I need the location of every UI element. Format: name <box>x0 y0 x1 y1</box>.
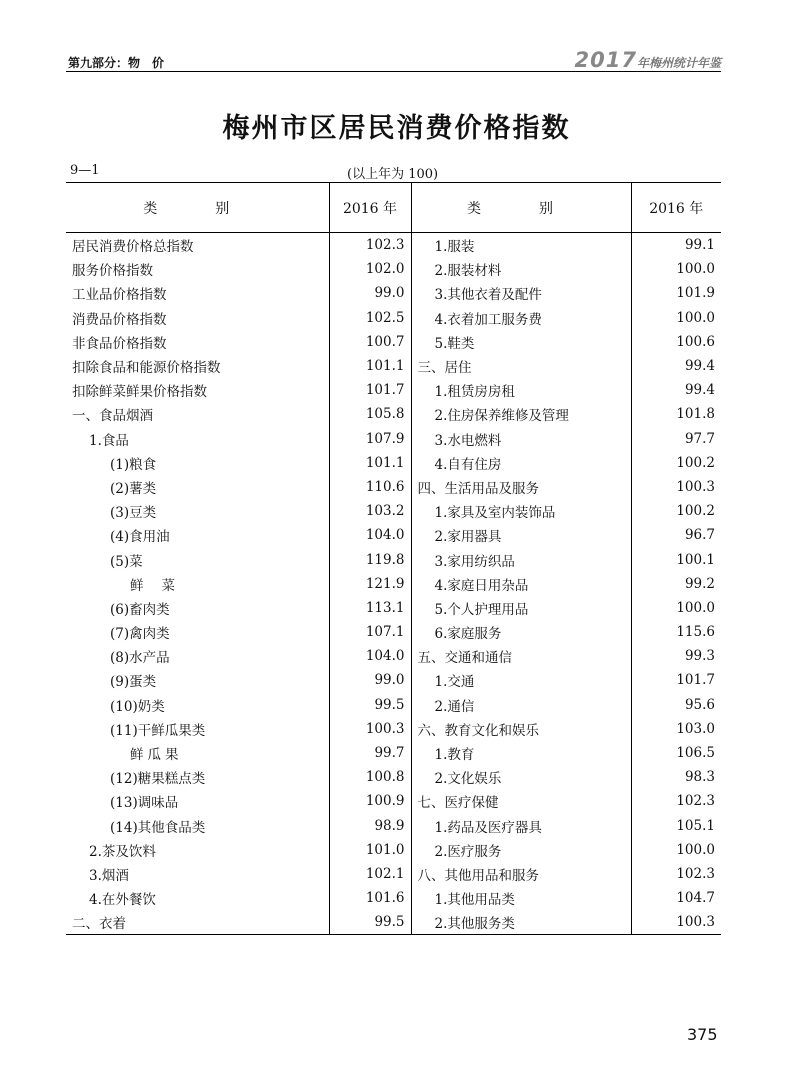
right-value-cell: 97.7 <box>631 427 721 451</box>
left-value-cell: 102.5 <box>329 306 411 330</box>
right-category-cell: 1.服装 <box>411 233 631 258</box>
left-value-cell: 113.1 <box>329 596 411 620</box>
left-value-cell: 99.0 <box>329 281 411 305</box>
table-row <box>66 257 721 281</box>
left-category-cell: 3.烟酒 <box>89 867 129 884</box>
right-value-cell: 105.1 <box>631 814 721 838</box>
right-value-cell: 99.4 <box>631 354 721 378</box>
right-category-cell: 4.自有住房 <box>411 451 631 475</box>
left-category-cell: (14)其他食品类 <box>110 819 206 836</box>
table-row <box>66 886 721 910</box>
table-row <box>66 499 721 523</box>
right-value-cell: 100.0 <box>631 838 721 862</box>
table-row <box>66 838 721 862</box>
table-row <box>66 233 721 258</box>
left-value-cell: 119.8 <box>329 547 411 571</box>
right-value-cell: 99.2 <box>631 572 721 596</box>
right-value-cell: 115.6 <box>631 620 721 644</box>
left-category-cell: 居民消费价格总指数 <box>72 239 194 256</box>
table-row <box>66 572 721 596</box>
left-value-cell: 102.1 <box>329 862 411 886</box>
right-value-cell: 99.3 <box>631 644 721 668</box>
left-value-cell: 121.9 <box>329 572 411 596</box>
table-row <box>66 475 721 499</box>
left-value-cell: 102.3 <box>329 233 411 258</box>
right-category-cell: 七、医疗保健 <box>411 789 631 813</box>
left-value-cell: 101.1 <box>329 451 411 475</box>
table-row <box>66 644 721 668</box>
right-value-cell: 99.4 <box>631 378 721 402</box>
right-category-cell: 八、其他用品和服务 <box>411 862 631 886</box>
table-row <box>66 330 721 354</box>
left-category-cell: (10)奶类 <box>110 698 165 715</box>
table-row <box>66 427 721 451</box>
right-value-cell: 96.7 <box>631 523 721 547</box>
left-value-cell: 100.9 <box>329 789 411 813</box>
right-category-cell: 4.衣着加工服务费 <box>411 306 631 330</box>
left-category-cell: (2)薯类 <box>110 480 157 497</box>
section-label: 第九部分：物 价 <box>68 56 165 70</box>
table-row <box>66 281 721 305</box>
left-category-cell: (7)禽肉类 <box>110 626 170 643</box>
right-value-cell: 104.7 <box>631 886 721 910</box>
table-row <box>66 910 721 935</box>
right-value-cell: 101.8 <box>631 402 721 426</box>
left-value-cell: 104.0 <box>329 644 411 668</box>
left-category-cell: (6)畜肉类 <box>110 601 170 618</box>
yearbook-year: 2017 <box>574 48 637 72</box>
left-value-cell: 101.6 <box>329 886 411 910</box>
table-row <box>66 451 721 475</box>
right-value-cell: 106.5 <box>631 741 721 765</box>
left-category-cell: 二、衣着 <box>66 910 329 935</box>
left-category-cell: (12)糖果糕点类 <box>110 771 206 788</box>
table-row <box>66 547 721 571</box>
left-category-cell: (11)干鲜瓜果类 <box>110 722 206 739</box>
left-category-cell: 4.在外餐饮 <box>89 892 156 909</box>
table-unit-note: (以上年为 100) <box>347 167 439 182</box>
page-number: 375 <box>687 1025 718 1044</box>
right-category-cell: 1.家具及室内装饰品 <box>411 499 631 523</box>
left-category-cell: 非食品价格指数 <box>72 335 167 352</box>
right-category-cell: 3.水电燃料 <box>411 427 631 451</box>
left-value-cell: 110.6 <box>329 475 411 499</box>
left-category-cell: 工业品价格指数 <box>72 287 167 304</box>
table-row <box>66 862 721 886</box>
right-value-cell: 102.3 <box>631 862 721 886</box>
right-value-cell: 101.7 <box>631 668 721 692</box>
right-category-cell: 2.通信 <box>411 693 631 717</box>
right-value-cell: 100.3 <box>631 910 721 935</box>
table-row <box>66 378 721 402</box>
left-value-cell: 100.8 <box>329 765 411 789</box>
table-header-row <box>66 183 721 233</box>
yearbook-name: 年梅州统计年鉴 <box>636 56 721 70</box>
year-header-right: 2016 年 <box>631 183 721 233</box>
right-value-cell: 100.2 <box>631 499 721 523</box>
right-value-cell: 98.3 <box>631 765 721 789</box>
right-category-cell: 5.鞋类 <box>411 330 631 354</box>
year-header-left: 2016 年 <box>329 183 411 233</box>
left-category-cell: (8)水产品 <box>110 650 170 667</box>
right-value-cell: 100.0 <box>631 257 721 281</box>
right-category-cell: 1.药品及医疗器具 <box>411 814 631 838</box>
table-row <box>66 814 721 838</box>
left-category-cell: 服务价格指数 <box>72 263 153 280</box>
table-row <box>66 741 721 765</box>
table-row <box>66 693 721 717</box>
left-value-cell: 103.2 <box>329 499 411 523</box>
right-category-cell: 2.家用器具 <box>411 523 631 547</box>
left-category-cell: 一、食品烟酒 <box>72 408 153 425</box>
cpi-table <box>66 182 721 935</box>
right-category-cell: 六、教育文化和娱乐 <box>411 717 631 741</box>
left-value-cell: 101.1 <box>329 354 411 378</box>
right-category-cell: 1.交通 <box>411 668 631 692</box>
table-row <box>66 523 721 547</box>
left-value-cell: 101.0 <box>329 838 411 862</box>
right-category-cell: 3.其他衣着及配件 <box>411 281 631 305</box>
left-category-cell: (4)食用油 <box>110 529 170 546</box>
right-category-cell: 2.服装材料 <box>411 257 631 281</box>
right-value-cell: 95.6 <box>631 693 721 717</box>
page-title: 梅州市区居民消费价格指数 <box>222 113 571 144</box>
table-row <box>66 717 721 741</box>
right-category-cell: 1.租赁房房租 <box>411 378 631 402</box>
left-category-cell: 1.食品 <box>89 432 129 449</box>
right-category-cell: 2.文化娱乐 <box>411 765 631 789</box>
left-value-cell: 101.7 <box>329 378 411 402</box>
table-row <box>66 668 721 692</box>
table-row <box>66 789 721 813</box>
left-value-cell: 104.0 <box>329 523 411 547</box>
left-category-cell: (5)菜 <box>110 553 143 570</box>
table-row <box>66 402 721 426</box>
table-row <box>66 765 721 789</box>
right-category-cell: 2.住房保养维修及管理 <box>411 402 631 426</box>
category-header-left: 类 别 <box>66 183 329 233</box>
left-category-cell: 鲜菜 <box>130 577 193 594</box>
right-category-cell: 6.家庭服务 <box>411 620 631 644</box>
left-category-cell: (13)调味品 <box>110 795 179 812</box>
right-category-cell: 2.其他服务类 <box>411 910 631 935</box>
left-value-cell: 99.7 <box>329 741 411 765</box>
left-category-cell: (3)豆类 <box>110 505 157 522</box>
right-value-cell: 100.0 <box>631 596 721 620</box>
right-value-cell: 99.1 <box>631 233 721 258</box>
table-row <box>66 620 721 644</box>
right-category-cell: 五、交通和通信 <box>411 644 631 668</box>
left-category-cell: 扣除食品和能源价格指数 <box>72 360 221 377</box>
right-value-cell: 100.6 <box>631 330 721 354</box>
left-value-cell: 107.1 <box>329 620 411 644</box>
yearbook-title <box>575 48 721 72</box>
table-row <box>66 596 721 620</box>
left-value-cell: 105.8 <box>329 402 411 426</box>
right-value-cell: 100.0 <box>631 306 721 330</box>
left-category-cell: 消费品价格指数 <box>72 311 167 328</box>
table-row <box>66 354 721 378</box>
left-value-cell: 99.0 <box>329 668 411 692</box>
left-value-cell: 99.5 <box>329 910 411 935</box>
right-value-cell: 103.0 <box>631 717 721 741</box>
right-category-cell: 1.其他用品类 <box>411 886 631 910</box>
left-category-cell: 2.茶及饮料 <box>89 843 156 860</box>
category-header-right: 类 别 <box>411 183 631 233</box>
right-category-cell: 3.家用纺织品 <box>411 547 631 571</box>
right-category-cell: 2.医疗服务 <box>411 838 631 862</box>
left-value-cell: 98.9 <box>329 814 411 838</box>
right-category-cell: 四、生活用品及服务 <box>411 475 631 499</box>
left-category-cell: 鲜瓜果 <box>130 747 183 764</box>
right-category-cell: 5.个人护理用品 <box>411 596 631 620</box>
table-row <box>66 306 721 330</box>
right-value-cell: 101.9 <box>631 281 721 305</box>
left-value-cell: 102.0 <box>329 257 411 281</box>
left-category-cell: 扣除鲜菜鲜果价格指数 <box>72 384 207 401</box>
left-value-cell: 100.3 <box>329 717 411 741</box>
right-value-cell: 100.3 <box>631 475 721 499</box>
left-value-cell: 107.9 <box>329 427 411 451</box>
left-category-cell: (1)粮食 <box>110 456 157 473</box>
left-category-cell: (9)蛋类 <box>110 674 157 691</box>
left-value-cell: 100.7 <box>329 330 411 354</box>
right-category-cell: 1.教育 <box>411 741 631 765</box>
right-value-cell: 100.2 <box>631 451 721 475</box>
table-number: 9—1 <box>70 163 100 178</box>
right-value-cell: 100.1 <box>631 547 721 571</box>
header-divider <box>66 71 721 72</box>
right-value-cell: 102.3 <box>631 789 721 813</box>
left-value-cell: 99.5 <box>329 693 411 717</box>
right-category-cell: 三、居住 <box>411 354 631 378</box>
right-category-cell: 4.家庭日用杂品 <box>411 572 631 596</box>
